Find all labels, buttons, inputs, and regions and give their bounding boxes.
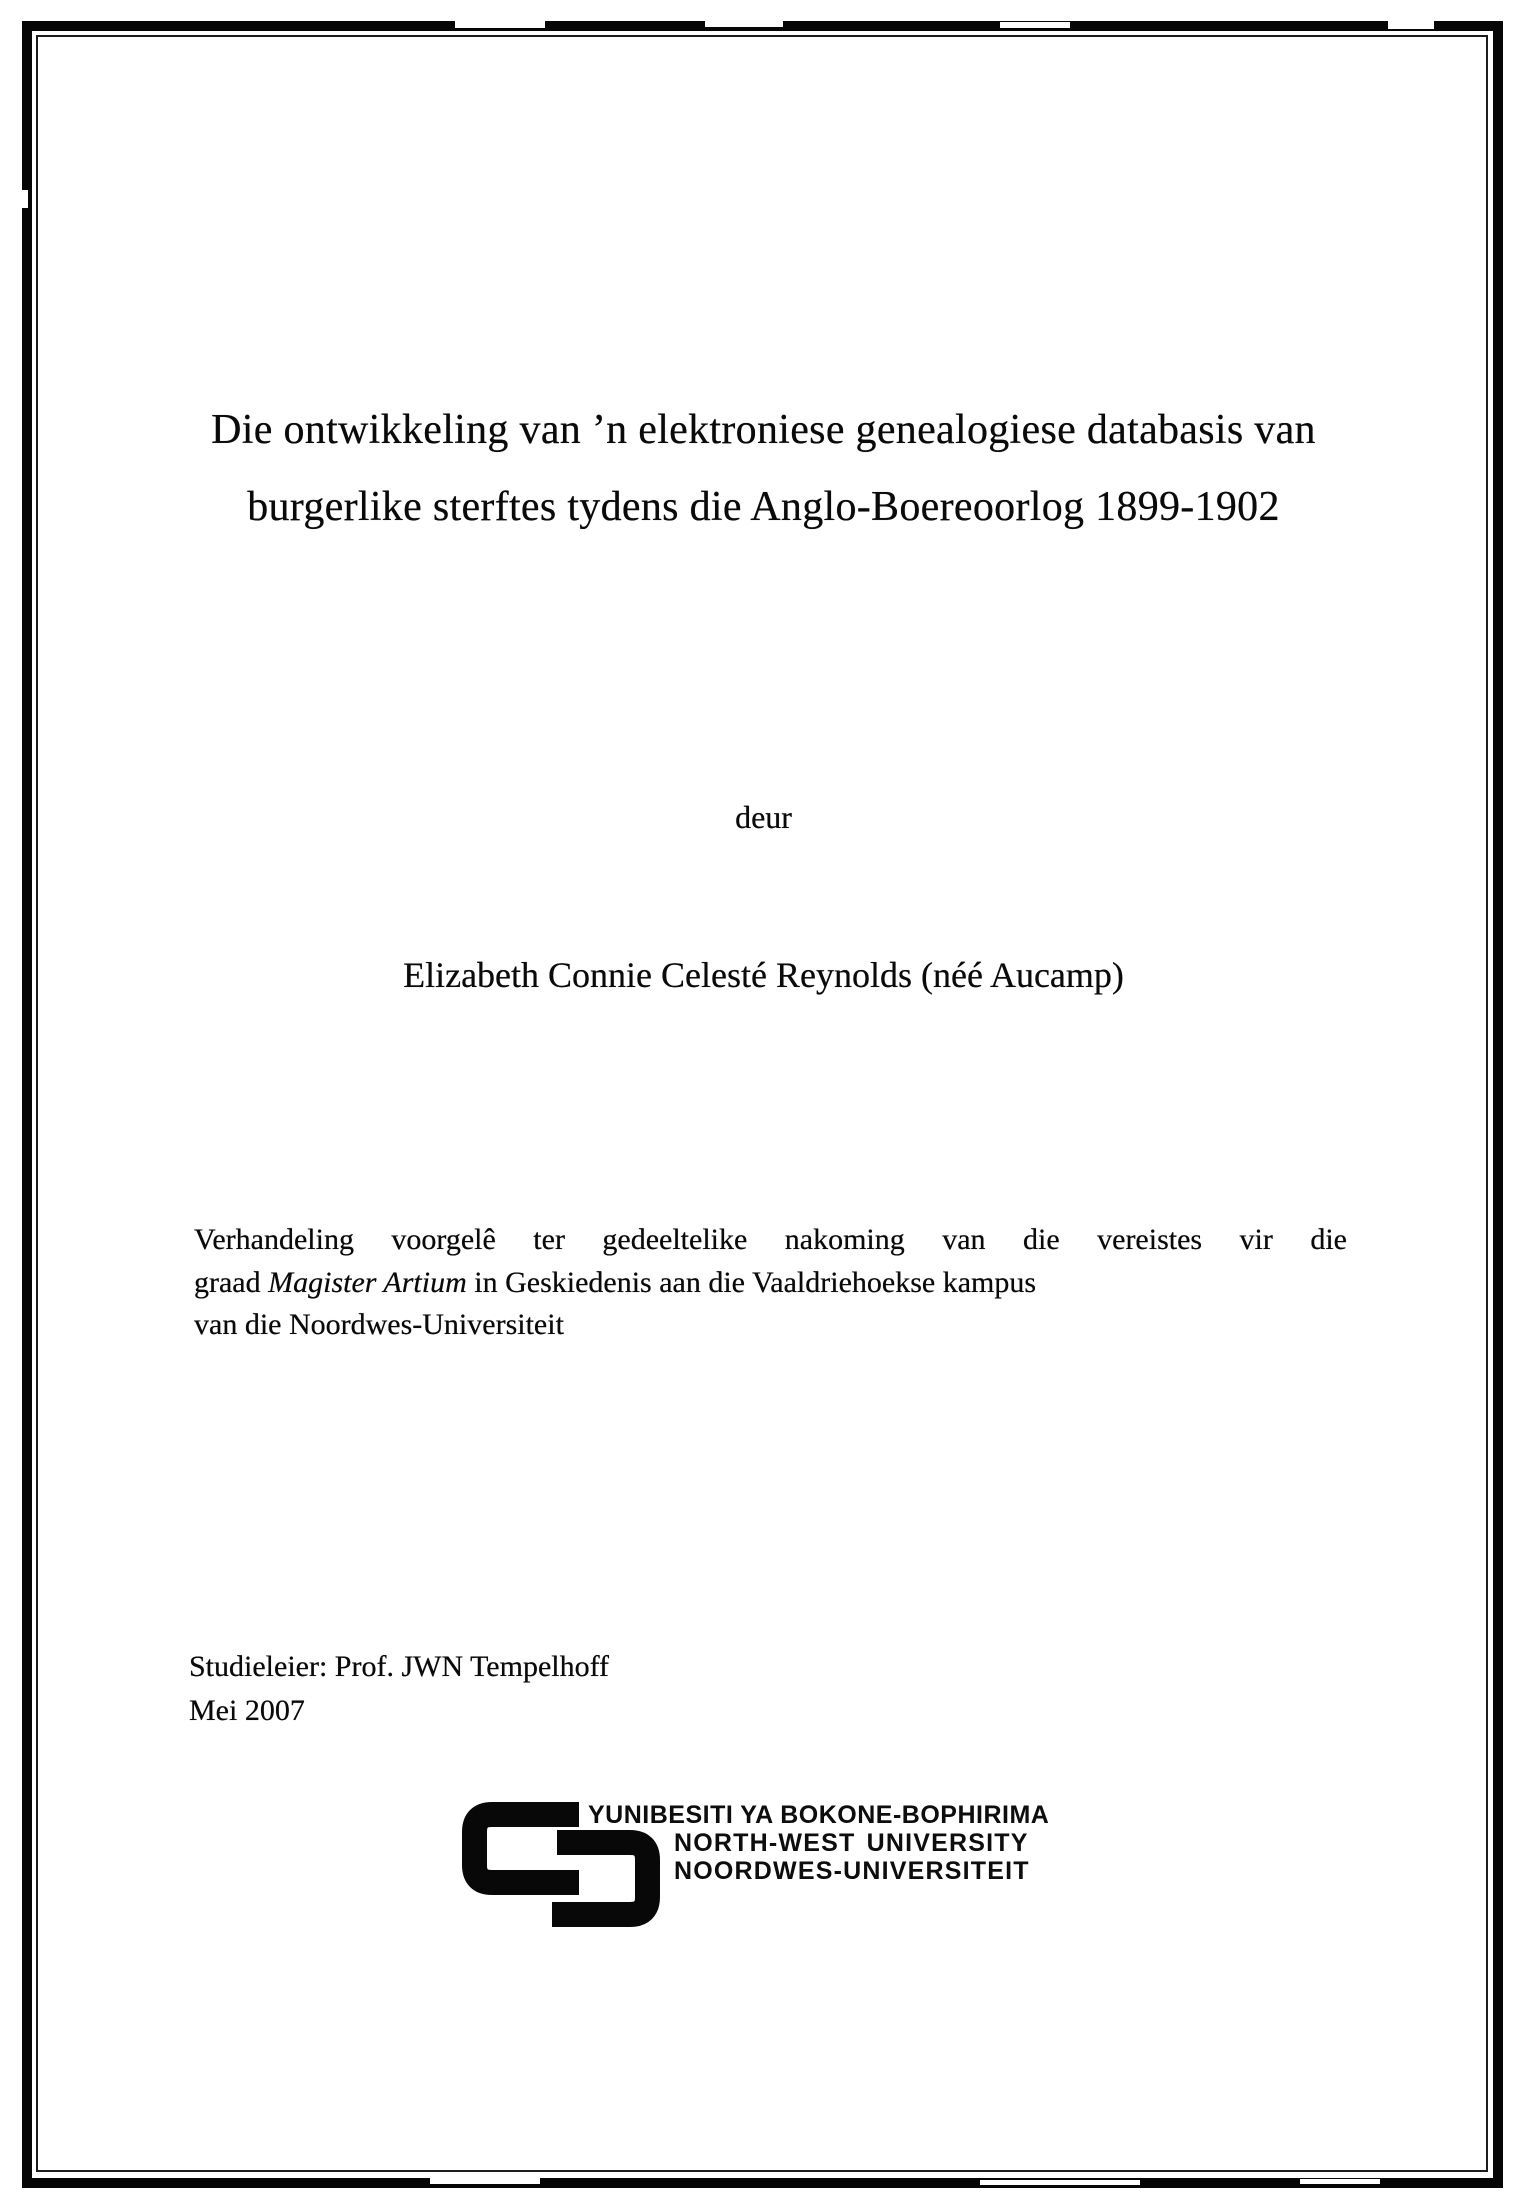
- thesis-title-line-2: burgerlike sterftes tydens die Anglo-Boereoorlog 1899-1902: [247, 484, 1280, 530]
- submission-line-2-prefix: graad: [194, 1265, 269, 1299]
- logo-line-afrikaans: NOORDWES-UNIVERSITEIT: [674, 1856, 1030, 1885]
- scan-artifact: [22, 190, 28, 208]
- thesis-title-line-1: Die ontwikkeling van ’n elektroniese genealogiese databasis van: [211, 407, 1316, 453]
- logo-line-setswana: YUNIBESITI YA BOKONE-BOPHIRIMA: [588, 1801, 1050, 1829]
- nwu-logo: [457, 1795, 1097, 1940]
- supervisor-block: [189, 1645, 609, 1732]
- submission-line-1: Verhandeling voorgelê ter gedeeltelike nakoming van die vereistes vir die: [194, 1223, 1347, 1256]
- thesis-title: [0, 392, 1527, 546]
- submission-statement: [194, 1219, 1347, 1347]
- submission-line-2: [194, 1262, 1347, 1305]
- logo-line-english: NORTH-WEST UNIVERSITY: [674, 1828, 1029, 1857]
- author-name: Elizabeth Connie Celesté Reynolds (néé Aucamp): [403, 955, 1124, 995]
- scan-artifact: [705, 21, 783, 27]
- scan-artifact: [430, 2178, 540, 2184]
- scan-artifact: [455, 21, 545, 28]
- submission-line-3: van die Noordwes-Universiteit: [194, 1308, 564, 1341]
- degree-name: Magister Artium: [268, 1265, 467, 1299]
- scan-artifact: [1000, 22, 1070, 28]
- nwu-logo-text: [588, 1802, 1049, 1885]
- scan-artifact: [1388, 21, 1434, 29]
- submission-line-2-suffix: in Geskiedenis aan die Vaaldriehoekse kampus: [466, 1265, 1037, 1299]
- byline-deur: deur: [735, 799, 792, 835]
- supervisor-line: Studieleier: Prof. JWN Tempelhoff: [189, 1650, 610, 1683]
- date-line: Mei 2007: [189, 1693, 305, 1727]
- scan-artifact: [980, 2180, 1140, 2185]
- scan-artifact: [1300, 2179, 1380, 2184]
